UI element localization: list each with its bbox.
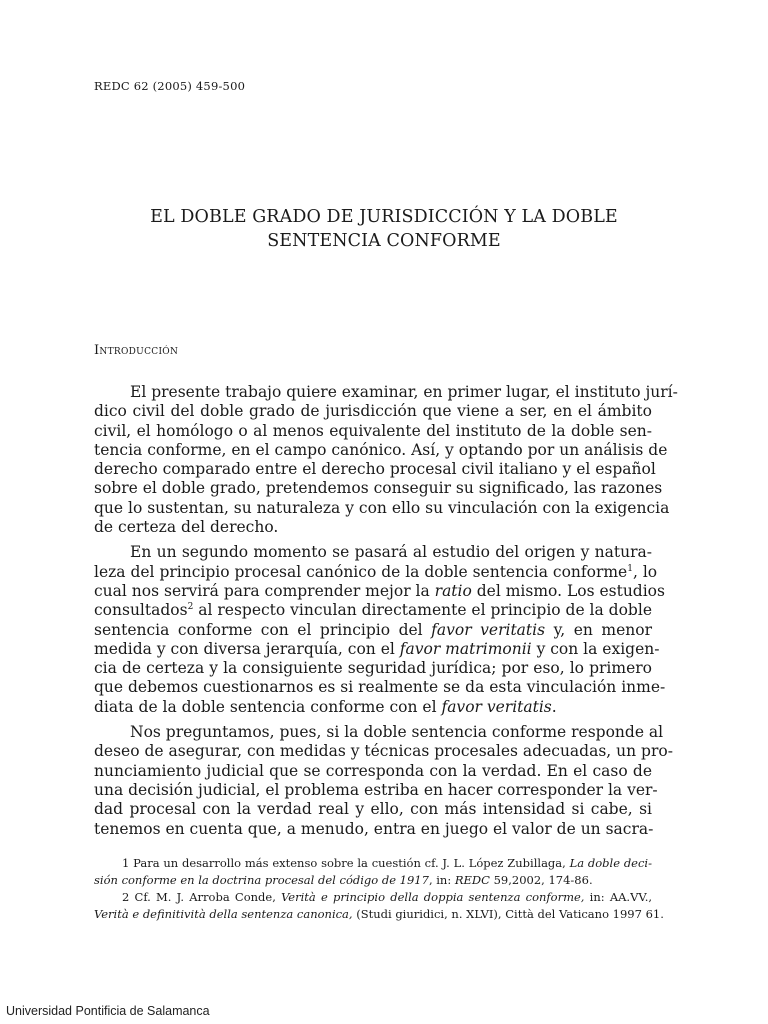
title-line-1: EL DOBLE GRADO DE JURISDICCIÓN Y LA DOBLE — [150, 207, 618, 227]
paragraph-line: cia de certeza y la consiguiente seguridad jurídica; por eso, lo primero — [94, 659, 652, 678]
text-run: del mismo. Los estudios — [471, 581, 665, 600]
footnote-ref-1[interactable]: 1 — [627, 563, 633, 574]
text-run: (Studi giuridici, n. XLVI), Città del Vaticano 1997 61. — [352, 907, 664, 921]
paragraph-line: civil, el homólogo o al menos equivalente del instituto de la doble sen- — [94, 421, 652, 440]
text-run: , in: — [428, 873, 455, 887]
italic-title: Verità e definitività della sentenza canonica, — [94, 907, 353, 921]
article-title — [94, 205, 674, 253]
text-run: medida y con diversa jerarquía, con el — [94, 639, 400, 658]
footnote-ref-2[interactable]: 2 — [187, 602, 194, 613]
italic-term: favor veritatis — [431, 620, 546, 639]
paragraph-line: tencia conforme, en el campo canónico. Así, y optando por un análisis de — [94, 440, 668, 459]
italic-title: Verità e principio della doppia sentenza conforme, — [281, 890, 585, 904]
paragraph-line: El presente trabajo quiere examinar, en primer lugar, el instituto jurí- — [130, 383, 678, 401]
footer-institution: Universidad Pontificia de Salamanca — [6, 1004, 210, 1018]
italic-term: favor matrimonii — [399, 639, 532, 658]
text-run: . — [551, 697, 557, 716]
paragraph-line: sobre el doble grado, pretendemos conseguir su significado, las razones — [94, 479, 663, 498]
italic-title: REDC — [454, 873, 490, 887]
text-run: in: AA.VV., — [584, 890, 653, 904]
paragraph-3 — [94, 723, 673, 839]
body-text — [94, 383, 678, 845]
footnote-1-line — [94, 872, 652, 889]
text-run: , lo — [632, 562, 658, 581]
section-heading: Introducción — [94, 343, 179, 358]
paragraph-line: tenemos en cuenta que, a menudo, entra en juego el valor de un sacra- — [94, 819, 654, 838]
paragraph-line: una decisión judicial, el problema estriba en hacer corresponder la ver- — [94, 780, 658, 799]
paragraph-1 — [94, 383, 678, 537]
text-run: consultados — [94, 601, 188, 620]
paragraph-line — [94, 639, 660, 659]
paragraph-line — [94, 562, 658, 582]
text-run: 2 Cf. M. J. Arroba Conde, — [122, 890, 282, 904]
text-run: y con la exigen- — [531, 639, 660, 658]
running-header: REDC 62 (2005) 459-500 — [94, 79, 246, 93]
text-run: sentencia conforme con el principio del — [94, 620, 432, 639]
paragraph-line: nunciamiento judicial que se corresponda con la verdad. En el caso de — [94, 761, 652, 780]
paragraph-line: dico civil del doble grado de jurisdicción que viene a ser, en el ámbito — [94, 402, 652, 421]
paragraph-line — [94, 698, 652, 717]
paragraph-line: de certeza del derecho. — [94, 518, 279, 537]
footnote-2-line — [94, 889, 652, 906]
paragraph-line: que debemos cuestionarnos es si realmente se da esta vinculación inme- — [94, 678, 666, 697]
paragraph-line: que lo sustentan, su naturaleza y con ello su vinculación con la exigencia — [94, 498, 670, 517]
text-run: y, en menor — [545, 620, 653, 639]
italic-title: sión conforme en la doctrina procesal del código de 1917 — [94, 873, 429, 887]
footnote-2-line — [94, 906, 664, 923]
text-run: cual nos servirá para comprender mejor la — [94, 581, 435, 600]
text-run: leza del principio procesal canónico de la doble sentencia conforme — [94, 562, 628, 581]
italic-term: favor veritatis — [441, 697, 552, 716]
paragraph-line: dad procesal con la verdad real y ello, con más intensidad si cabe, si — [94, 800, 652, 819]
text-run: diata de la doble sentencia conforme con el — [94, 697, 442, 716]
footnote-1-line — [94, 855, 652, 872]
paragraph-2 — [94, 543, 666, 717]
italic-title: La doble deci- — [569, 856, 652, 870]
paragraph-line — [94, 601, 652, 620]
paragraph-line: deseo de asegurar, con medidas y técnicas procesales adecuadas, un pro- — [94, 742, 673, 761]
title-line-2: SENTENCIA CONFORME — [267, 231, 501, 251]
paragraph-line — [94, 621, 652, 640]
text-run: al respecto vinculan directamente el principio de la doble — [193, 601, 652, 620]
paragraph-line — [94, 581, 665, 601]
footnotes — [94, 855, 664, 923]
italic-term: ratio — [434, 581, 472, 600]
paragraph-line: derecho comparado entre el derecho procesal civil italiano y el español — [94, 460, 656, 479]
paragraph-line: Nos preguntamos, pues, si la doble sentencia conforme responde al — [130, 723, 664, 742]
text-run: 1 Para un desarrollo más extenso sobre la cuestión cf. J. L. López Zubillaga, — [122, 856, 570, 870]
text-run: 59,2002, 174-86. — [489, 873, 593, 887]
paragraph-line: En un segundo momento se pasará al estudio del origen y natura- — [130, 543, 652, 562]
